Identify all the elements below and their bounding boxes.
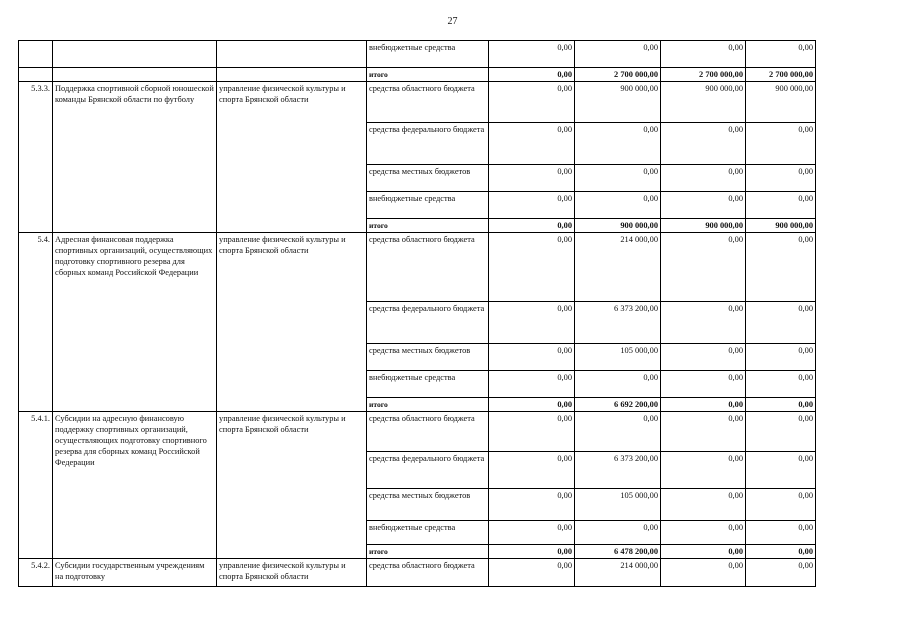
item-code: 5.4.1. bbox=[19, 412, 53, 559]
amount-col4: 0,00 bbox=[746, 302, 816, 344]
item-name bbox=[53, 41, 217, 68]
funding-source: средства местных бюджетов bbox=[367, 489, 489, 521]
amount-col1: 0,00 bbox=[489, 398, 575, 412]
amount-col3: 0,00 bbox=[661, 192, 746, 219]
amount-col3: 0,00 bbox=[661, 559, 746, 587]
amount-col2: 105 000,00 bbox=[575, 344, 661, 371]
amount-col2: 0,00 bbox=[575, 412, 661, 452]
amount-col4: 900 000,00 bbox=[746, 82, 816, 123]
amount-col3: 0,00 bbox=[661, 398, 746, 412]
amount-col4: 2 700 000,00 bbox=[746, 68, 816, 82]
amount-col3: 0,00 bbox=[661, 412, 746, 452]
amount-col1: 0,00 bbox=[489, 82, 575, 123]
amount-col1: 0,00 bbox=[489, 165, 575, 192]
amount-col3: 2 700 000,00 bbox=[661, 68, 746, 82]
amount-col1: 0,00 bbox=[489, 302, 575, 344]
item-executor: управление физической культуры и спорта Брянской области bbox=[217, 412, 367, 559]
amount-col3: 0,00 bbox=[661, 344, 746, 371]
amount-col3: 0,00 bbox=[661, 165, 746, 192]
amount-col3: 0,00 bbox=[661, 233, 746, 302]
amount-col3: 900 000,00 bbox=[661, 82, 746, 123]
funding-source: итого bbox=[367, 68, 489, 82]
amount-col2: 105 000,00 bbox=[575, 489, 661, 521]
amount-col2: 0,00 bbox=[575, 41, 661, 68]
amount-col4: 0,00 bbox=[746, 165, 816, 192]
amount-col4: 900 000,00 bbox=[746, 219, 816, 233]
amount-col4: 0,00 bbox=[746, 41, 816, 68]
amount-col3: 0,00 bbox=[661, 545, 746, 559]
table-row bbox=[19, 41, 816, 68]
funding-source: внебюджетные средства bbox=[367, 371, 489, 398]
amount-col4: 0,00 bbox=[746, 489, 816, 521]
amount-col1: 0,00 bbox=[489, 521, 575, 545]
amount-col4: 0,00 bbox=[746, 398, 816, 412]
amount-col1: 0,00 bbox=[489, 452, 575, 489]
item-code bbox=[19, 68, 53, 82]
item-code bbox=[19, 41, 53, 68]
table-total-row bbox=[19, 68, 816, 82]
amount-col2: 0,00 bbox=[575, 123, 661, 165]
item-executor: управление физической культуры и спорта Брянской области bbox=[217, 82, 367, 233]
table-row bbox=[19, 559, 816, 587]
amount-col1: 0,00 bbox=[489, 371, 575, 398]
funding-source: средства областного бюджета bbox=[367, 559, 489, 587]
item-code: 5.4.2. bbox=[19, 559, 53, 587]
amount-col3: 0,00 bbox=[661, 521, 746, 545]
item-code: 5.4. bbox=[19, 233, 53, 412]
item-executor: управление физической культуры и спорта Брянской области bbox=[217, 559, 367, 587]
amount-col1: 0,00 bbox=[489, 68, 575, 82]
item-executor bbox=[217, 41, 367, 68]
amount-col4: 0,00 bbox=[746, 559, 816, 587]
amount-col1: 0,00 bbox=[489, 192, 575, 219]
amount-col1: 0,00 bbox=[489, 559, 575, 587]
amount-col4: 0,00 bbox=[746, 123, 816, 165]
amount-col2: 214 000,00 bbox=[575, 233, 661, 302]
amount-col4: 0,00 bbox=[746, 344, 816, 371]
amount-col2: 214 000,00 bbox=[575, 559, 661, 587]
amount-col1: 0,00 bbox=[489, 545, 575, 559]
item-executor bbox=[217, 68, 367, 82]
item-name: Субсидии на адресную финансовую поддержку спортивных организаций, осуществляющих подготовку спортивного резерва для сборных команд Российской Федерации bbox=[53, 412, 217, 559]
budget-table bbox=[18, 40, 816, 587]
funding-source: средства федерального бюджета bbox=[367, 123, 489, 165]
amount-col3: 0,00 bbox=[661, 41, 746, 68]
amount-col4: 0,00 bbox=[746, 371, 816, 398]
amount-col2: 0,00 bbox=[575, 192, 661, 219]
funding-source: средства областного бюджета bbox=[367, 233, 489, 302]
funding-source: средства федерального бюджета bbox=[367, 452, 489, 489]
funding-source: средства областного бюджета bbox=[367, 412, 489, 452]
amount-col1: 0,00 bbox=[489, 344, 575, 371]
funding-source: средства областного бюджета bbox=[367, 82, 489, 123]
page-number: 27 bbox=[447, 16, 458, 27]
amount-col2: 0,00 bbox=[575, 165, 661, 192]
amount-col1: 0,00 bbox=[489, 41, 575, 68]
item-name: Поддержка спортивной сборной юношеской команды Брянской области по футболу bbox=[53, 82, 217, 233]
funding-source: итого bbox=[367, 219, 489, 233]
amount-col4: 0,00 bbox=[746, 233, 816, 302]
item-name: Субсидии государственным учреждениям на подготовку bbox=[53, 559, 217, 587]
amount-col4: 0,00 bbox=[746, 412, 816, 452]
amount-col2: 900 000,00 bbox=[575, 219, 661, 233]
item-executor: управление физической культуры и спорта Брянской области bbox=[217, 233, 367, 412]
amount-col2: 6 478 200,00 bbox=[575, 545, 661, 559]
amount-col2: 6 373 200,00 bbox=[575, 302, 661, 344]
funding-source: внебюджетные средства bbox=[367, 192, 489, 219]
table-row bbox=[19, 233, 816, 302]
amount-col2: 6 692 200,00 bbox=[575, 398, 661, 412]
funding-source: средства местных бюджетов bbox=[367, 344, 489, 371]
item-code: 5.3.3. bbox=[19, 82, 53, 233]
amount-col3: 0,00 bbox=[661, 371, 746, 398]
amount-col3: 0,00 bbox=[661, 123, 746, 165]
funding-source: внебюджетные средства bbox=[367, 41, 489, 68]
funding-source: средства местных бюджетов bbox=[367, 165, 489, 192]
table-row bbox=[19, 82, 816, 123]
item-name bbox=[53, 68, 217, 82]
funding-source: итого bbox=[367, 545, 489, 559]
amount-col1: 0,00 bbox=[489, 123, 575, 165]
amount-col1: 0,00 bbox=[489, 412, 575, 452]
amount-col2: 2 700 000,00 bbox=[575, 68, 661, 82]
amount-col1: 0,00 bbox=[489, 489, 575, 521]
amount-col2: 0,00 bbox=[575, 371, 661, 398]
amount-col3: 900 000,00 bbox=[661, 219, 746, 233]
amount-col2: 6 373 200,00 bbox=[575, 452, 661, 489]
amount-col4: 0,00 bbox=[746, 545, 816, 559]
funding-source: средства федерального бюджета bbox=[367, 302, 489, 344]
amount-col4: 0,00 bbox=[746, 452, 816, 489]
funding-source: внебюджетные средства bbox=[367, 521, 489, 545]
funding-source: итого bbox=[367, 398, 489, 412]
amount-col1: 0,00 bbox=[489, 233, 575, 302]
item-name: Адресная финансовая поддержка спортивных организаций, осуществляющих подготовку спортивного резерва для сборных команд Российской Федерации bbox=[53, 233, 217, 412]
amount-col2: 900 000,00 bbox=[575, 82, 661, 123]
amount-col3: 0,00 bbox=[661, 489, 746, 521]
amount-col4: 0,00 bbox=[746, 192, 816, 219]
amount-col3: 0,00 bbox=[661, 302, 746, 344]
amount-col2: 0,00 bbox=[575, 521, 661, 545]
amount-col4: 0,00 bbox=[746, 521, 816, 545]
table-row bbox=[19, 412, 816, 452]
amount-col1: 0,00 bbox=[489, 219, 575, 233]
amount-col3: 0,00 bbox=[661, 452, 746, 489]
